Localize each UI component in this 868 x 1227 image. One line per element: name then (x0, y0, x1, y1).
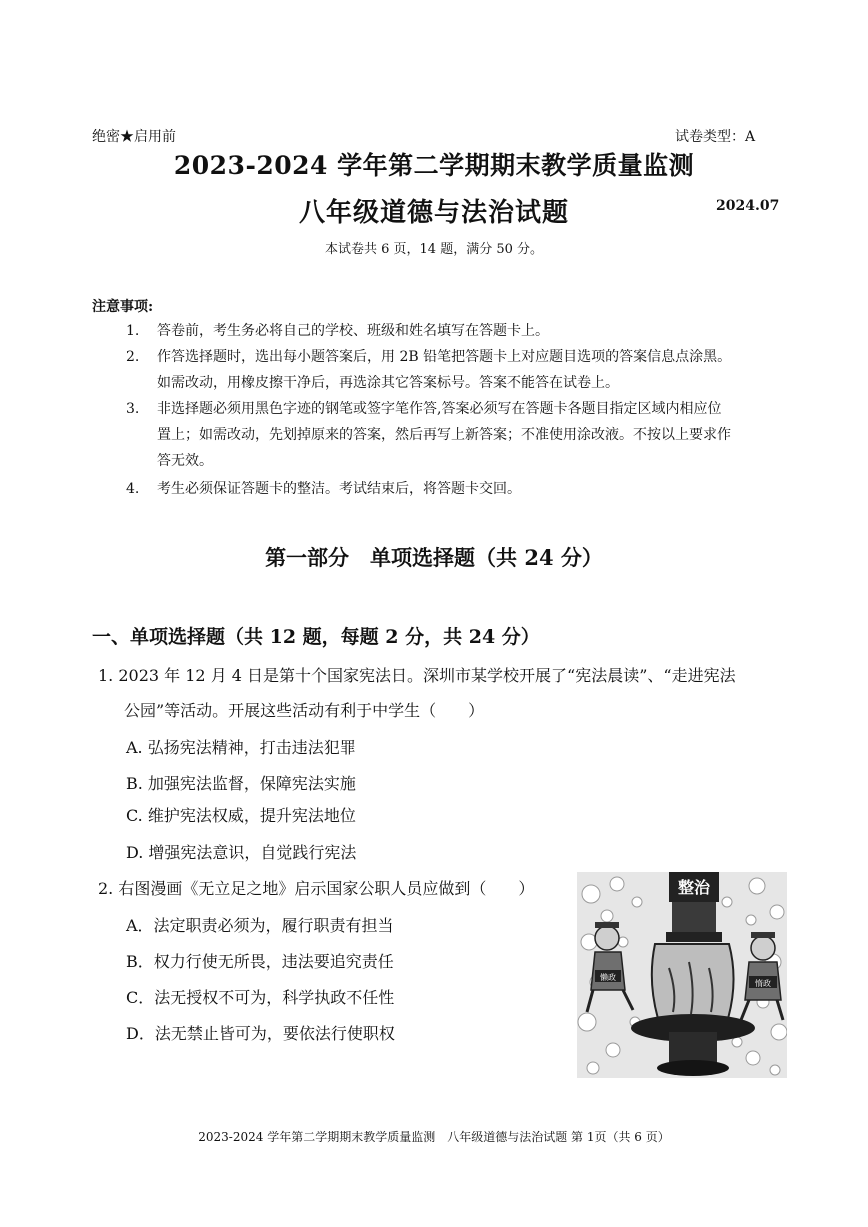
confidential-label: 绝密★启用前 (92, 129, 176, 145)
paper-type-label: 试卷类型：A (675, 129, 756, 145)
notice-item-text: 作答选择题时，选出每小题答案后，用 2B 铅笔把答题卡上对应题目选项的答案信息点涂黑。 (157, 349, 732, 365)
notice-item-number: 4. (126, 481, 140, 497)
question-2-option-c[interactable]: C．法无授权不可为，科学执政不任性 (126, 988, 395, 1007)
comic-banner-text: 整治 (677, 878, 711, 897)
question-2-option-b[interactable]: B．权力行使无所畏，违法要追究责任 (126, 952, 394, 971)
notice-list (0, 318, 868, 518)
question-1-option-c[interactable]: C. 维护宪法权威，提升宪法地位 (126, 806, 356, 825)
notice-heading: 注意事项: (92, 299, 154, 315)
question-1-option-b[interactable]: B. 加强宪法监督，保障宪法实施 (126, 774, 356, 793)
comic-drawing (577, 872, 787, 1078)
notice-item-text: 置上；如需改动，先划掉原来的答案，然后再写上新答案；不准使用涂改液。不按以上要求作 (157, 427, 731, 443)
part-title: 第一部分 单项选择题（共 24 分） (265, 545, 603, 570)
section-title: 一、单项选择题（共 12 题，每题 2 分，共 24 分） (92, 626, 540, 648)
notice-item-number: 2. (126, 349, 140, 365)
question-2-line-1: 2. 右图漫画《无立足之地》启示国家公职人员应做到（ ） (98, 879, 535, 898)
notice-item-number: 3. (126, 401, 140, 417)
exam-title: 2023-2024 学年第二学期期末教学质量监测 (173, 151, 695, 180)
page-footer: 2023-2024 学年第二学期期末教学质量监测 八年级道德与法治试题 第 1页（共 6 页） (198, 1130, 670, 1144)
notice-item-text: 答无效。 (157, 453, 213, 469)
exam-date: 2024.07 (716, 198, 780, 214)
notice-item-number: 1. (126, 323, 140, 339)
comic-illustration (577, 872, 787, 1078)
notice-item-text: 非选择题必须用黑色字迹的钢笔或签字笔作答,答案必须写在答题卡各题目指定区域内相应位 (157, 401, 722, 417)
question-1-line-1: 1. 2023 年 12 月 4 日是第十个国家宪法日。深圳市某学校开展了“宪法晨读”、“走进宪法 (98, 666, 736, 685)
notice-item-text: 答卷前，考生务必将自己的学校、班级和姓名填写在答题卡上。 (157, 323, 549, 339)
comic-left-badge: 懒政 (600, 973, 616, 982)
notice-item-text: 如需改动，用橡皮擦干净后，再选涂其它答案标号。答案不能答在试卷上。 (157, 375, 619, 391)
question-1-option-d[interactable]: D. 增强宪法意识，自觉践行宪法 (126, 843, 357, 862)
exam-subtitle: 本试卷共 6 页，14 题，满分 50 分。 (324, 242, 544, 257)
exam-subject-title: 八年级道德与法治试题 (298, 198, 569, 228)
question-2-option-d[interactable]: D．法无禁止皆可为，要依法行使职权 (126, 1024, 395, 1043)
question-2-option-a[interactable]: A．法定职责必须为，履行职责有担当 (126, 916, 394, 935)
comic-right-badge: 惰政 (755, 979, 771, 988)
notice-item-text: 考生必须保证答题卡的整洁。考试结束后，将答题卡交回。 (157, 481, 521, 497)
question-1-line-2: 公园”等活动。开展这些活动有利于中学生（ ） (124, 701, 485, 720)
question-1-option-a[interactable]: A. 弘扬宪法精神，打击违法犯罪 (126, 738, 356, 757)
